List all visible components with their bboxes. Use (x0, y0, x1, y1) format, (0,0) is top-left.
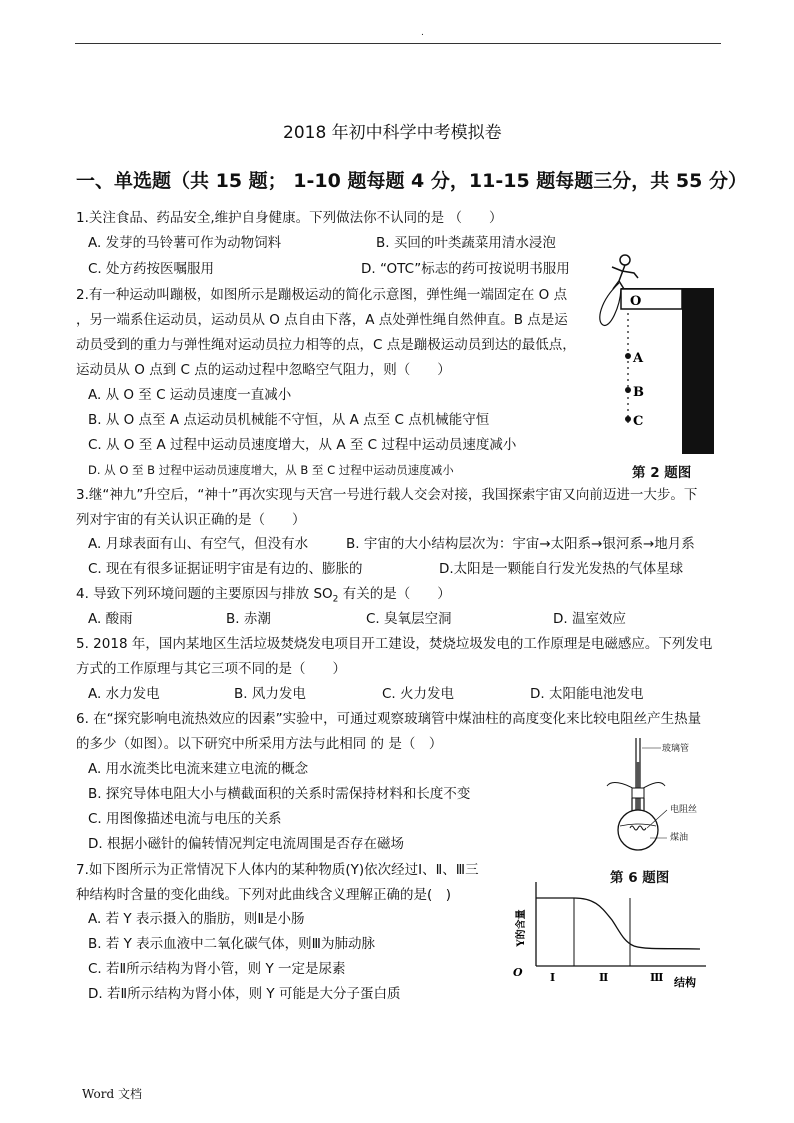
resistance-wire-label: 电阻丝 (670, 805, 698, 815)
question-7-line-1: 7.如下图所示为正常情况下人体内的某种物质(Y)依次经过Ⅰ、Ⅱ、Ⅲ三 (76, 862, 479, 878)
bungee-figure (590, 243, 720, 458)
q4-option-d: D. 温室效应 (553, 611, 626, 627)
q4-stem-sub: 2 (332, 594, 339, 605)
q1-option-b: B. 买回的叶类蔬菜用清水浸泡 (376, 235, 556, 251)
origin-label: O (513, 966, 523, 979)
q7-option-b: B. 若 Y 表示血液中二氧化碳气体，则Ⅲ为肺动脉 (88, 936, 375, 952)
header-rule (75, 43, 721, 44)
q6-option-b: B. 探究导体电阻大小与横截面积的关系时需保持材料和长度不变 (88, 786, 471, 802)
jumper-head (620, 255, 630, 265)
x-axis-label: 结构 (674, 976, 696, 989)
q1-option-c: C. 处方药按医嘱服用 (88, 261, 215, 277)
q1-option-a: A. 发芽的马铃薯可作为动物饲料 (88, 235, 282, 251)
q5-option-d: D. 太阳能电池发电 (530, 686, 644, 702)
point-b-label: B (633, 385, 644, 400)
q6-option-c: C. 用图像描述电流与电压的关系 (88, 811, 282, 827)
q5-option-c: C. 火力发电 (382, 686, 455, 702)
flask-stopper (632, 788, 644, 798)
kerosene-label: 煤油 (670, 833, 689, 843)
glass-tube-label: 玻璃管 (662, 744, 690, 754)
segment-1-label: Ⅰ (550, 971, 556, 984)
y-axis-label: Y的含量 (516, 909, 527, 947)
q4-stem-post: 有关的是（ ） (338, 586, 451, 602)
question-6-line-2: 的多少（如图）。以下研究中所采用方法与此相同 的 是（ ） (76, 736, 443, 752)
page-title: 2018 年初中科学中考模拟卷 (283, 123, 502, 143)
q2-option-d: D. 从 O 至 B 过程中运动员速度增大，从 B 至 C 过程中运动员速度减小 (88, 463, 454, 477)
q4-option-a: A. 酸雨 (88, 611, 133, 627)
question-2-line-1: 2.有一种运动叫蹦极，如图所示是蹦极运动的简化示意图，弹性绳一端固定在 O 点 (76, 287, 568, 303)
segment-3-label: Ⅲ (650, 971, 664, 984)
question-2-line-3: 动员受到的重力与弹性绳对运动员拉力相等的点，C 点是蹦极运动员到达的最低点， (76, 337, 576, 353)
question-2-line-2: ，另一端系住运动员，运动员从 O 点自由下落，A 点处弹性绳自然伸直。B 点是运 (76, 312, 568, 328)
header-dot: . (421, 28, 424, 38)
q3-option-d: D.太阳是一颗能自行发光发热的气体星球 (439, 561, 684, 577)
q2-option-c: C. 从 O 至 A 过程中运动员速度增大，从 A 至 C 过程中运动员速度减小 (88, 437, 517, 453)
q6-option-d: D. 根据小磁针的偏转情况判定电流周围是否存在磁场 (88, 836, 404, 852)
q3-option-a: A. 月球表面有山、有空气，但没有水 (88, 536, 309, 552)
flask-bulb (618, 810, 658, 850)
point-o-label: O (630, 294, 642, 309)
q3-option-c: C. 现在有很多证据证明宇宙是有边的、膨胀的 (88, 561, 363, 577)
q5-option-b: B. 风力发电 (234, 686, 306, 702)
q6-option-a: A. 用水流类比电流来建立电流的概念 (88, 761, 309, 777)
question-3-line-1: 3.继“神九”升空后，“神十”再次实现与天宫一号进行载人交会对接，我国探索宇宙又向前迈进一大步。下 (76, 487, 698, 503)
section-heading: 一、单选题（共 15 题； 1-10 题每题 4 分，11-15 题每题三分，共 55 分） (76, 170, 747, 192)
bungee-cord-loop (600, 283, 621, 325)
figure-2-caption: 第 2 题图 (632, 465, 692, 481)
q4-option-c: C. 臭氧层空洞 (366, 611, 452, 627)
q1-option-d: D. “OTC”标志的药可按说明书服用 (361, 261, 570, 277)
point-c-dot (625, 416, 631, 422)
q4-stem-pre: 4. 导致下列环境问题的主要原因与排放 SO (76, 586, 333, 602)
cliff-block (682, 289, 714, 454)
footer-label: Word 文档 (82, 1087, 142, 1101)
segment-2-label: Ⅱ (599, 971, 609, 984)
q2-option-a: A. 从 O 至 C 运动员速度一直减小 (88, 387, 292, 403)
point-a-label: A (633, 351, 644, 366)
point-b-dot (625, 387, 631, 393)
figure-6-caption: 第 6 题图 (610, 870, 670, 886)
question-5-line-2: 方式的工作原理与其它三项不同的是（ ） (76, 661, 346, 677)
y-content-graph (510, 880, 710, 990)
q7-option-c: C. 若Ⅱ所示结构为肾小管，则 Y 一定是尿素 (88, 961, 346, 977)
question-2-line-4: 运动员从 O 点到 C 点的运动过程中忽略空气阻力，则（ ） (76, 362, 451, 378)
q3-option-b: B. 宇宙的大小结构层次为：宇宙→太阳系→银河系→地月系 (346, 536, 695, 552)
question-7-line-2: 种结构时含量的变化曲线。下列对此曲线含义理解正确的是( ) (76, 887, 452, 903)
q7-option-a: A. 若 Y 表示摄入的脂肪，则Ⅱ是小肠 (88, 911, 305, 927)
question-5-line-1: 5. 2018 年，国内某地区生活垃圾焚烧发电项目开工建设，焚烧垃圾发电的工作原理是电磁感应。下列发电 (76, 636, 713, 652)
q5-option-a: A. 水力发电 (88, 686, 160, 702)
question-3-line-2: 列对宇宙的有关认识正确的是（ ） (76, 512, 306, 528)
q4-option-b: B. 赤潮 (226, 611, 271, 627)
q2-option-b: B. 从 O 点至 A 点运动员机械能不守恒，从 A 点至 C 点机械能守恒 (88, 412, 490, 428)
content-curve (536, 898, 700, 949)
question-6-line-1: 6. 在“探究影响电流热效应的因素”实验中，可通过观察玻璃管中煤油柱的高度变化来比较电阻丝产生热量 (76, 711, 702, 727)
question-1-stem: 1.关注食品、药品安全,维护自身健康。下列做法你不认同的是 （ ） (76, 210, 503, 226)
point-c-label: C (633, 414, 644, 429)
point-a-dot (625, 353, 631, 359)
q7-option-d: D. 若Ⅱ所示结构为肾小体，则 Y 可能是大分子蛋白质 (88, 986, 401, 1002)
